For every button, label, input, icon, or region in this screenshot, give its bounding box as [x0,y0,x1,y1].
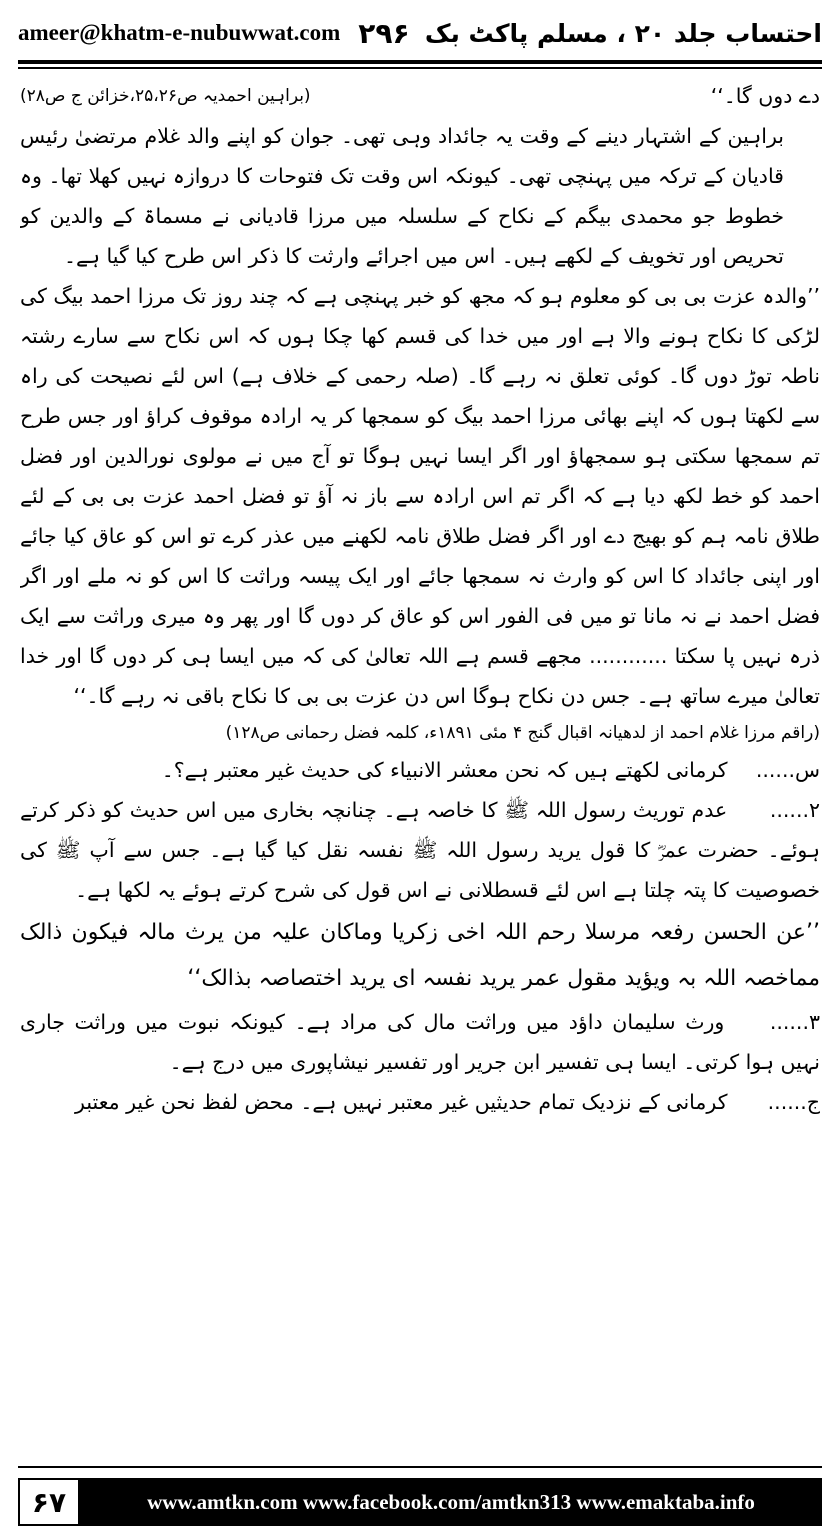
answer-2 [20,790,820,910]
answer-2-label: ۲...... [769,798,820,822]
answer-j-text: کرمانی کے نزدیک تمام حدیثیں غیر معتبر نہیں ہے۔ محض لفظ نحن غیر معتبر [75,1090,728,1114]
answer-3-text: ورث سلیمان داؤد میں وراثت مال کی مراد ہے۔ کیونکہ نبوت میں وراثت جاری نہیں ہوا کرتی۔ ایسا ہی تفسیر ابن جریر اور تفسیر نیشاپوری میں درج ہے۔ [20,1010,820,1074]
header-left [18,17,410,50]
question-text: کرمانی لکھتے ہیں کہ نحن معشر الانبیاء کی حدیث غیر معتبر ہے؟۔ [161,758,728,782]
answer-3 [20,1002,820,1082]
answer-j [20,1082,820,1122]
opening-text: دے دوں گا۔‘‘ [710,84,820,108]
header-page-number: ۲۹۶ [358,16,410,50]
question-label: س...... [755,758,820,782]
answer-3-label: ۳...... [769,1010,820,1034]
page-header [18,8,822,58]
arabic-quote: ’’عن الحسن رفعہ مرسلا رحم اللہ اخی زکریا وماکان علیہ من یرث مالہ فیکون ذالک مماخصہ اللہ بہ ویؤید مقول عمر یرید نفسہ ای یرید اختصاصہ بذالک‘‘ [20,920,820,991]
footer-folio: ۶۷ [18,1478,80,1526]
question-line [20,750,820,790]
letter-reference: (راقم مرزا غلام احمد از لدھیانہ اقبال گنج ۴ مئی ۱۸۹۱ء، کلمہ فضل رحمانی ص۱۲۸) [225,723,820,743]
paragraph-letter-quote: ’’والدہ عزت بی بی کو معلوم ہو کہ مجھ کو خبر پہنچی ہے کہ چند روز تک مرزا احمد بیگ کی لڑکی کا نکاح ہونے والا ہے اور میں خدا کی قسم کھا چکا ہوں کہ اس نکاح سے سارے رشتہ ناطہ توڑ دوں گا۔ کوئی تعلق نہ رہے گا۔ (صلہ رحمی کے خلاف ہے) اس لئے نصیحت کی راہ سے لکھتا ہوں کہ اپنے بھائی مرزا احمد بیگ کو سمجھا کر یہ ارادہ موقوف کراؤ اور جس طرح تم سمجھا سکتی ہو سمجھاؤ اور اگر ایسا نہیں ہوگا تو آج میں نے مولوی نورالدین اور فضل احمد کو خط لکھ دیا ہے کہ اگر تم اس ارادہ سے باز نہ آؤ تو فضل احمد عزت بی بی کے لئے طلاق نامہ ہم کو بھیج دے اور اگر فضل طلاق نامہ لکھنے میں عذر کرے تو اس کو عاق کیا جائے اور اپنی جائداد کا اس کو وارث نہ سمجھا جائے اور ایک پیسہ وراثت کا اس کو نہ ملے اور اگر فضل احمد نے نہ مانا تو میں فی الفور اس کو عاق کر دوں گا اور پھر وہ میری وراثت سے ایک ذرہ نہیں پا سکتا ............ مجھے قسم ہے اللہ تعالیٰ کی کہ میں ایسا ہی کر دوں گا اور خدا تعالیٰ میرے ساتھ ہے۔ جس دن نکاح ہوگا اس دن عزت بی بی کا نکاح باقی نہ رہے گا۔‘‘ [20,284,820,708]
footer-rule [18,1466,822,1468]
header-rule-thin [18,67,822,69]
page-body [20,76,820,1460]
paragraph-inheritance: براہین کے اشتہار دینے کے وقت یہ جائداد وہی تھی۔ جوان کو اپنے والد غلام مرتضیٰ رئیس قادیان کے ترکہ میں پہنچی تھی۔ کیونکہ اس وقت تک فتوحات کا دروازہ نہیں کھلا تھا۔ وہ خطوط جو محمدی بیگم کے نکاح کے سلسلہ میں مرزا قادیانی نے مسماۃ کے والدین کو تحریص اور تخویف کے لکھے ہیں۔ اس میں اجرائے وارثت کا ذکر اس طرح کیا گیا ہے۔ [20,124,784,268]
answer-j-label: ج...... [767,1090,820,1114]
page-footer [18,1478,822,1526]
header-rule-thick [18,60,822,64]
opening-line [20,76,820,116]
header-email: ameer@khatm-e-nubuwwat.com [18,20,341,45]
opening-reference: (براہین احمدیہ ص۲۵،۲۶،خزائن ج ص۲۸) [20,86,311,106]
footer-links: www.amtkn.com www.facebook.com/amtkn313 www.emaktaba.info [80,1478,822,1526]
answer-2-text: عدم توریث رسول اللہ ﷺ کا خاصہ ہے۔ چنانچہ بخاری میں اس حدیث کو ذکر کرتے ہوئے۔ حضرت عمرؓ کا قول یرید رسول اللہ ﷺ نفسہ نقل کیا گیا ہے۔ جس سے آپ ﷺ کی خصوصیت کا پتہ چلتا ہے اس لئے قسطلانی نے اس قول کی شرح کرتے ہوئے یہ لکھا ہے۔ [20,798,820,902]
header-book-title: احتساب جلد ۲۰ ، مسلم پاکٹ بک [424,18,822,48]
